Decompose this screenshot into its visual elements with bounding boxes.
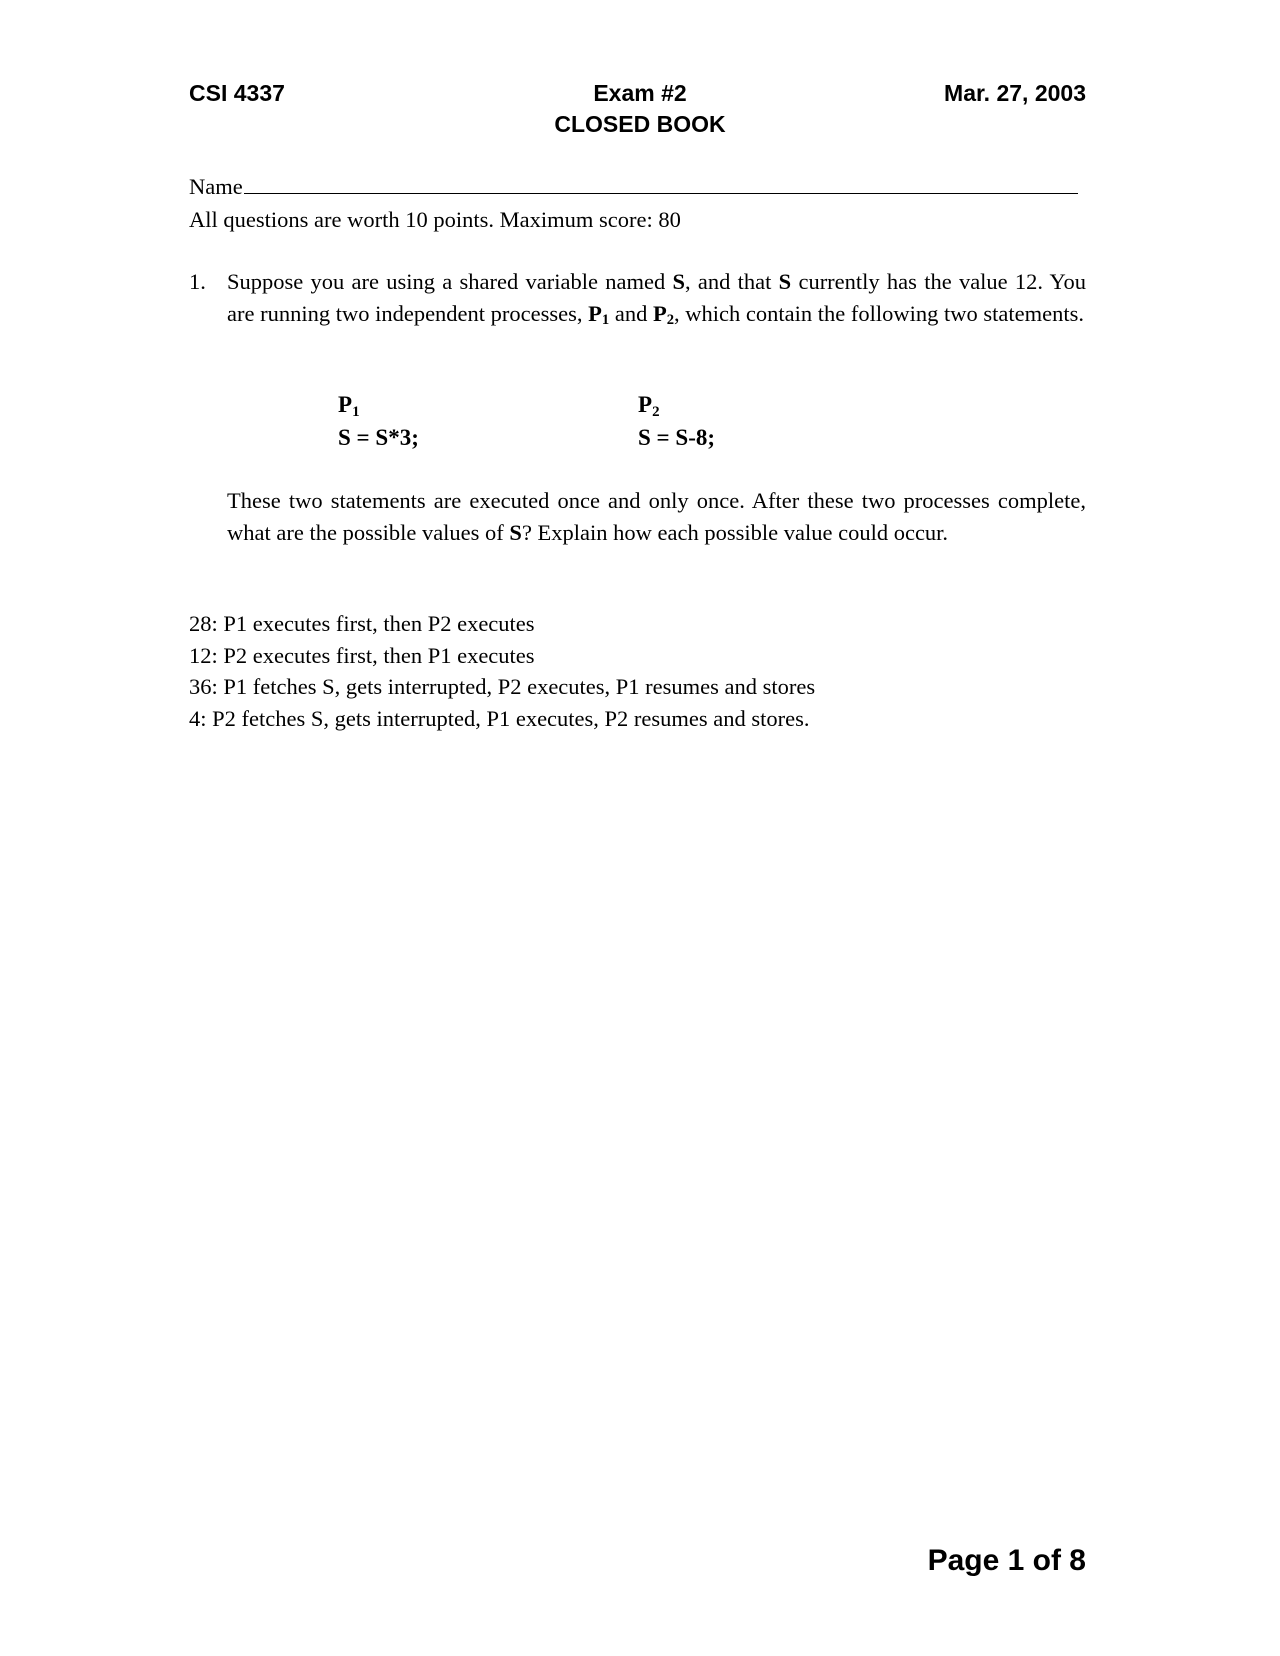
process-1-statement: S = S*3;	[338, 425, 419, 450]
answer-line: 4: P2 fetches S, gets interrupted, P1 executes, P2 resumes and stores.	[189, 705, 810, 731]
answer-list	[189, 608, 815, 734]
process-2-block	[638, 390, 715, 453]
question-followup: These two statements are executed once and only once. After these two processes complete, what are the possible values of S? Explain how each possible value could occur.	[227, 488, 1086, 545]
book-policy: CLOSED BOOK	[554, 111, 726, 137]
name-label: Name	[189, 174, 243, 199]
process-1-name: $P_1$	[338, 392, 360, 420]
question-intro: Suppose you are using a shared variable named S, and that S currently has the value 12. You are running two independent processes, $P_1$ and $P_2$, which contain the following two statements.	[227, 269, 1086, 329]
answer-line: 12: P2 executes first, then P1 executes	[189, 642, 535, 668]
exam-title: Exam #2	[593, 80, 687, 106]
answer-line: 36: P1 fetches S, gets interrupted, P2 executes, P1 resumes and stores	[189, 674, 816, 699]
process-1-block	[338, 390, 419, 453]
exam-date: Mar. 27, 2003	[944, 80, 1086, 106]
process-2-name: $P_2$	[638, 392, 660, 420]
page-number: Page 1 of 8	[927, 1544, 1086, 1577]
name-field[interactable]	[189, 171, 1078, 203]
course-code: CSI 4337	[189, 80, 285, 106]
name-underline[interactable]	[244, 171, 1078, 194]
process-2-statement: S = S-8;	[638, 425, 716, 450]
answer-line: 28: P1 executes first, then P2 executes	[189, 611, 535, 636]
points-note: All questions are worth 10 points. Maximum score: 80	[189, 207, 681, 232]
question-number: 1.	[189, 269, 206, 294]
